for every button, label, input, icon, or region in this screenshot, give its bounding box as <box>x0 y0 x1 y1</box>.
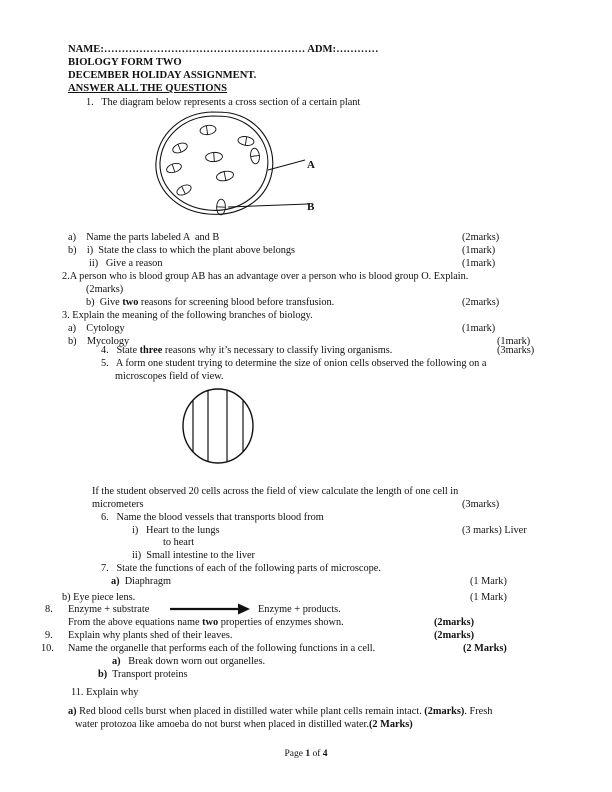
plant-cross-section-figure <box>150 108 325 220</box>
microscope-field-svg <box>180 387 258 467</box>
question-2b <box>86 297 334 310</box>
question-11a-marks-inline: (2marks) <box>424 706 465 717</box>
page-footer <box>0 749 612 759</box>
question-4-marks: (3marks) <box>497 345 535 356</box>
instruction-line: ANSWER ALL THE QUESTIONS <box>68 83 228 94</box>
question-10a-label: a) <box>112 656 121 667</box>
question-11a-text2: . Fresh <box>464 706 493 717</box>
question-3b: b) Mycology <box>68 336 130 347</box>
question-5-line1: 5. A form one student trying to determine the size of onion cells observed the following on a <box>101 358 487 369</box>
question-8-followup-post: properties of enzymes shown. <box>218 617 344 628</box>
figure-label-b: B <box>307 201 315 213</box>
question-10a-text: Break down worn out organelles. <box>120 656 266 667</box>
question-8-followup-emphasis: two <box>202 617 219 628</box>
question-1b-i: b) i) State the class to which the plant above belongs <box>68 245 296 256</box>
question-8-followup <box>68 617 344 630</box>
question-11a-line2 <box>75 719 413 732</box>
question-6-i: i) Heart to the lungs <box>132 525 220 536</box>
question-6-i-continuation: to heart <box>163 537 195 548</box>
plant-cross-section-svg <box>150 108 325 220</box>
question-2b-post: reasons for screening blood before transfusion. <box>138 297 335 308</box>
question-6-i-marks: (3 marks) Liver <box>462 525 527 536</box>
question-9: Explain why plants shed of their leaves. <box>68 630 233 641</box>
question-4-emphasis: three <box>139 345 163 356</box>
question-1-stem: 1. The diagram below represents a cross section of a certain plant <box>86 97 361 108</box>
footer-page-number: 1 <box>305 749 311 759</box>
question-4-pre: 4. State <box>101 345 140 356</box>
question-8-number: 8. <box>45 604 53 615</box>
question-11a-label: a) <box>68 706 77 717</box>
question-10a <box>112 656 265 669</box>
question-11a-marks2: (2 Marks) <box>368 719 413 730</box>
question-5-line2: microscopes field of view. <box>115 371 224 382</box>
question-9-marks: (2marks) <box>434 630 475 641</box>
question-10-marks: (2 Marks) <box>463 643 507 654</box>
question-4 <box>101 345 392 358</box>
question-5-followup-line2: micrometers <box>92 499 144 510</box>
subject-line: BIOLOGY FORM TWO <box>68 57 182 68</box>
question-8-followup-pre: From the above equations name <box>68 617 203 628</box>
question-5-followup-line1: If the student observed 20 cells across the field of view calculate the length of one cell in <box>92 486 459 497</box>
question-3a: a) Cytology <box>68 323 125 334</box>
question-2b-marks: (2marks) <box>462 297 500 308</box>
question-7: 7. State the functions of each of the following parts of microscope. <box>101 563 381 574</box>
question-11a-text1: Red blood cells burst when placed in distilled water while plant cells remain intact. <box>76 706 425 717</box>
question-2b-emphasis: two <box>122 297 139 308</box>
question-10-number: 10. <box>41 643 54 654</box>
question-1a: a) Name the parts labeled A and B <box>68 232 220 243</box>
question-6: 6. Name the blood vessels that transports blood from <box>101 512 324 523</box>
question-7b-marks: (1 Mark) <box>470 592 507 603</box>
question-11: 11. Explain why <box>71 687 139 698</box>
question-1a-marks: (2marks) <box>462 232 500 243</box>
question-4-post: reasons why it’s necessary to classify living organisms. <box>162 345 393 356</box>
question-1b-i-marks: (1mark) <box>462 245 496 256</box>
question-10b <box>98 669 188 682</box>
question-2-marks: (2marks) <box>86 284 124 295</box>
figure-label-a: A <box>307 159 315 171</box>
reaction-arrow-icon <box>170 602 252 616</box>
microscope-field-figure <box>180 387 258 467</box>
question-10b-text: Transport proteins <box>107 669 188 680</box>
question-3a-marks: (1mark) <box>462 323 496 334</box>
question-1b-ii-marks: (1mark) <box>462 258 496 269</box>
footer-prefix: Page <box>284 749 306 759</box>
question-7b: b) Eye piece lens. <box>62 592 136 603</box>
question-3b-marks: (1mark) <box>497 336 531 347</box>
question-8-marks: (2marks) <box>434 617 475 628</box>
question-2b-pre: b) Give <box>86 297 123 308</box>
question-8-left-term: Enzyme + substrate <box>68 604 150 615</box>
question-7a-text: Diaphragm <box>119 576 172 587</box>
question-8-right-term: Enzyme + products. <box>258 604 341 615</box>
footer-middle: of <box>310 749 323 759</box>
question-3: 3. Explain the meaning of the following branches of biology. <box>62 310 313 321</box>
question-7a <box>111 576 171 589</box>
footer-total-pages: 4 <box>322 749 328 759</box>
question-11a-line1 <box>68 706 492 719</box>
question-1b-ii: ii) Give a reason <box>89 258 163 269</box>
question-10: Name the organelle that performs each of the following functions in a cell. <box>68 643 376 654</box>
question-6-ii: ii) Small intestine to the liver <box>132 550 255 561</box>
assignment-line: DECEMBER HOLIDAY ASSIGNMENT. <box>68 70 257 81</box>
question-11a-line2-pre: water protozoa like amoeba do not burst when placed in distilled water. <box>75 719 369 730</box>
question-7a-label: a) <box>111 576 120 587</box>
question-9-number: 9. <box>45 630 53 641</box>
name-adm-line: NAME:………………………………………………… ADM:………… <box>68 44 379 55</box>
question-2: 2.A person who is blood group AB has an advantage over a person who is blood group O. Explain. <box>62 271 469 282</box>
question-5-followup-marks: (3marks) <box>462 499 500 510</box>
question-10b-label: b) <box>98 669 108 680</box>
question-7a-marks: (1 Mark) <box>470 576 507 587</box>
